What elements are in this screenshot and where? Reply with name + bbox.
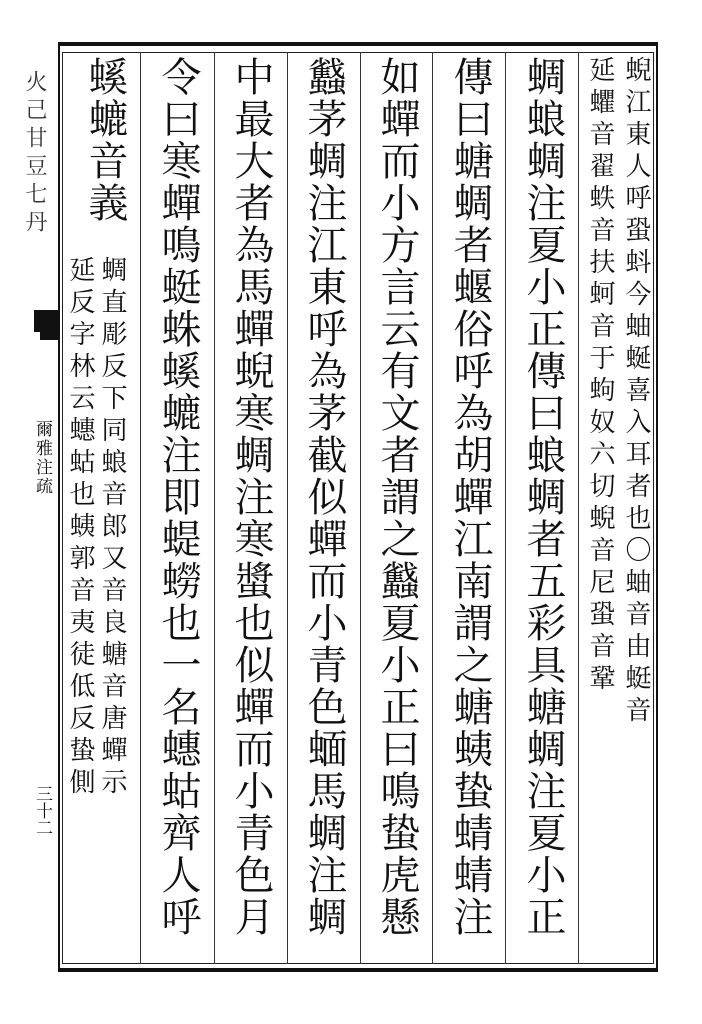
text-column-6: 蠽茅蜩注江東呼為茅截似蟬而小青色蝒馬蜩注蜩 (301, 56, 347, 938)
column-divider (578, 52, 579, 964)
binding-mark (34, 310, 60, 332)
text-column-2: 延蠷音翟蛈音扶蚵音于蚼奴六切蜺音尼蛩音鞏 (585, 56, 615, 696)
text-column-4: 傳曰螗蜩者蝘俗呼為胡蟬江南謂之螗蛦蛰蜻蜻注 (447, 56, 493, 938)
text-column-9-heading: 螇螰音義 (82, 56, 128, 224)
column-divider (505, 52, 506, 964)
column-divider (214, 52, 215, 964)
text-column-5: 如蟬而小方言云有文者謂之蠽夏小正曰鳴蛰虎懸 (374, 56, 420, 938)
text-column-3: 蜩蜋蜩注夏小正傳曰蜋蜩者五彩具螗蜩注夏小正 (520, 56, 566, 938)
book-title: 爾雅注疏 (32, 420, 52, 496)
edge-glyphs: 火己甘豆七丹 (22, 70, 47, 238)
column-divider (140, 52, 141, 964)
column-divider (432, 52, 433, 964)
binding-mark-2 (40, 332, 58, 340)
page-number: 三十二 (32, 785, 52, 836)
text-column-7: 中最大者為馬蟬蜺寒蜩注寒螿也似蟬而小青色月 (228, 56, 274, 938)
text-column-1: 蜺江東人呼蛩蚪今蚰蜒喜入耳者也〇蚰音由蜓音 (621, 56, 651, 728)
text-column-9-note-right: 蜩直彫反下同蜋音郎又音良螗音唐蟬示 (97, 256, 127, 800)
text-column-8: 令曰寒蟬鳴蜓蛛螇螰注即蝭蟧也一名蟪蛄齊人呼 (155, 56, 201, 938)
column-divider (360, 52, 361, 964)
text-column-9-note-left: 延反字林云蟪蛄也蛦郭音夷徒低反蛰側 (65, 256, 95, 800)
column-divider (287, 52, 288, 964)
